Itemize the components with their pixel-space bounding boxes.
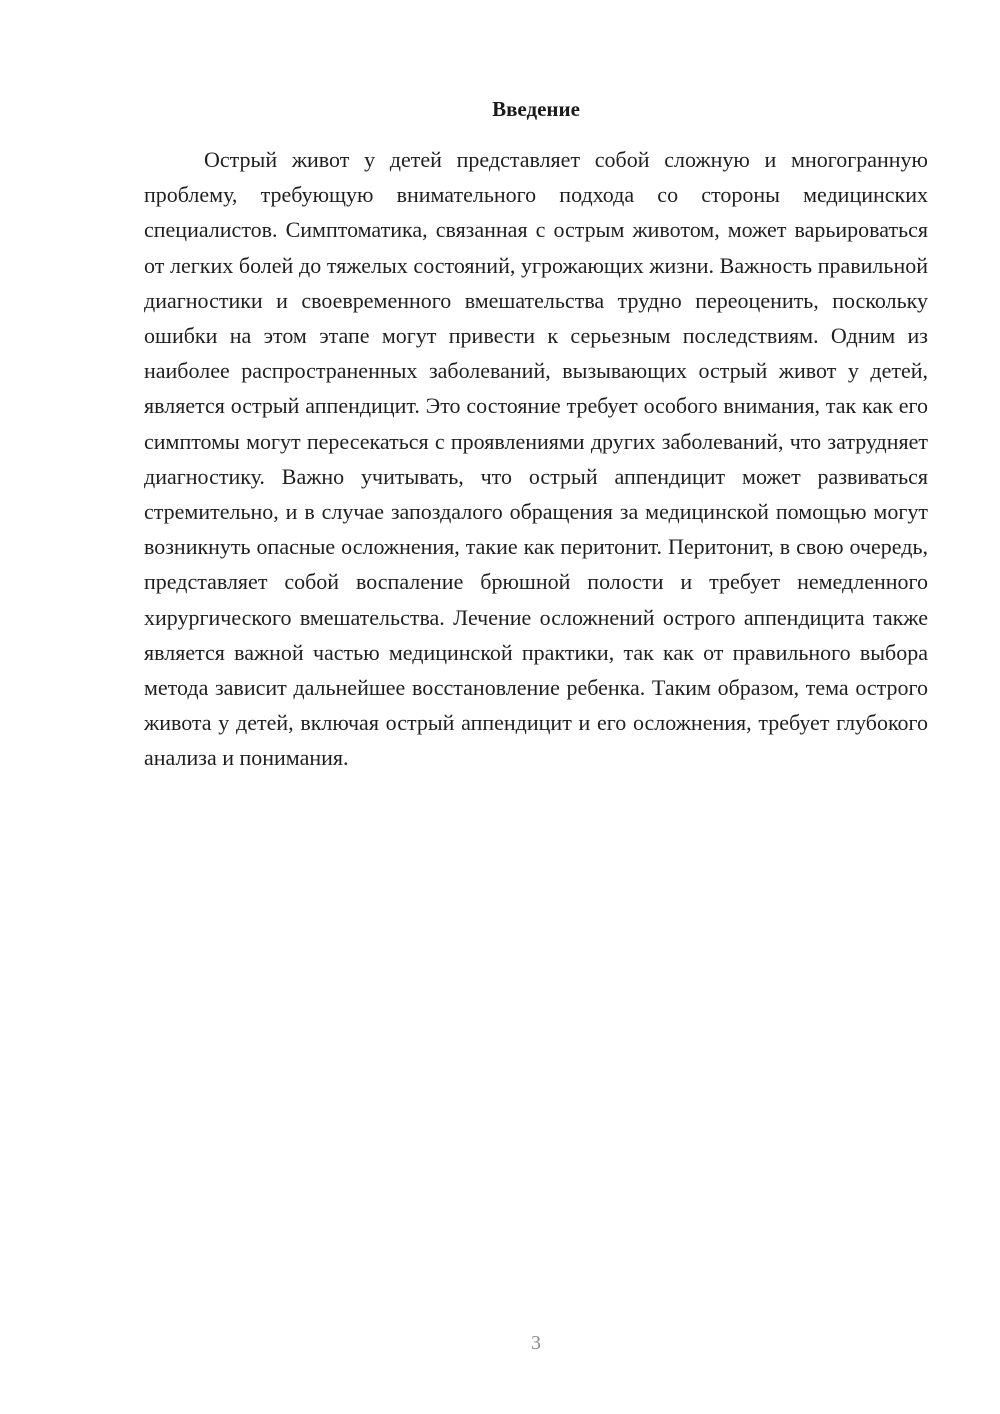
section-heading: Введение — [492, 97, 580, 121]
page-number: 3 — [531, 1332, 541, 1354]
body-paragraph: Острый живот у детей представляет собой сложную и многогранную проблему, требующую внимательного подхода со стороны медицинских специалистов. Симптоматика, связанная с острым животом, может варьироваться от легких болей до тяжелых состояний, угрожающих жизни. Важность правильной диагностики и своевременного вмешательства трудно переоценить, поскольку ошибки на этом этапе могут привести к серьезным последствиям. Одним из наиболее распространенных заболеваний, вызывающих острый живот у детей, является острый аппендицит. Это состояние требует особого внимания, так как его симптомы могут пересекаться с проявлениями других заболеваний, что затрудняет диагностику. Важно учитывать, что острый аппендицит может развиваться стремительно, и в случае запоздалого обращения за медицинской помощью могут возникнуть опасные осложнения, такие как перитонит. Перитонит, в свою очередь, представляет собой воспаление брюшной полости и требует немедленного хирургического вмешательства. Лечение осложнений острого аппендицита также является важной частью медицинской практики, так как от правильного выбора метода зависит дальнейшее восстановление ребенка. Таким образом, тема острого живота у детей, включая острый аппендицит и его осложнения, требует глубокого анализа и понимания. — [144, 147, 928, 771]
